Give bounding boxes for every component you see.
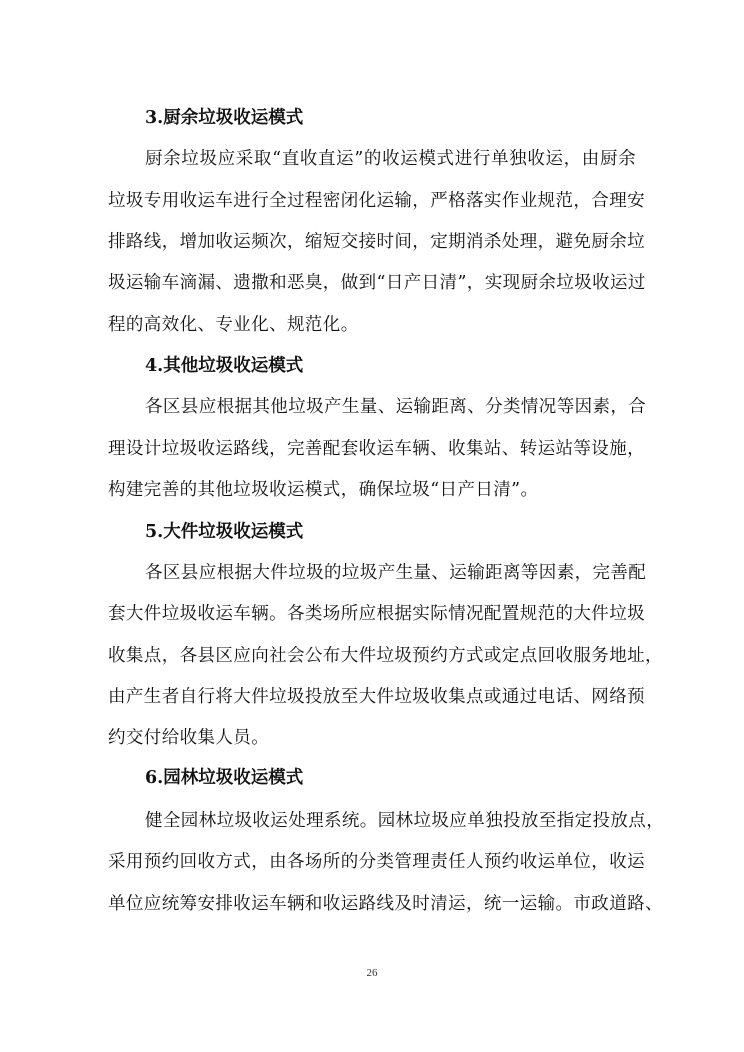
paragraph-line: 采用预约回收方式，由各场所的分类管理责任人预约收运单位，收运 <box>108 852 645 872</box>
paragraph-line: 垃圾专用收运车进行全过程密闭化运输，严格落实作业规范，合理安 <box>108 191 645 211</box>
paragraph-line: 收集点，各县区应向社会公布大件垃圾预约方式或定点回收服务地址， <box>108 646 663 666</box>
paragraph-line: 理设计垃圾收运路线，完善配套收运车辆、收集站、转运站等设施， <box>108 439 645 459</box>
paragraph-line: 厨余垃圾应采取“直收直运”的收运模式进行单独收运，由厨余 <box>145 149 636 169</box>
paragraph-line: 约交付给收集人员。 <box>108 728 270 748</box>
page-number: 26 <box>366 967 378 979</box>
paragraph-line: 构建完善的其他垃圾收运模式，确保垃圾“日产日清”。 <box>108 480 539 500</box>
section-heading-6: 6.园林垃圾收运模式 <box>145 768 304 788</box>
paragraph-line: 各区县应根据其他垃圾产生量、运输距离、分类情况等因素，合 <box>145 397 647 417</box>
paragraph-line: 排路线，增加收运频次，缩短交接时间，定期消杀处理，避免厨余垃 <box>108 232 645 252</box>
section-heading-3: 3.厨余垃圾收运模式 <box>145 108 304 128</box>
paragraph-line: 程的高效化、专业化、规范化。 <box>108 315 359 335</box>
paragraph-line: 套大件垃圾收运车辆。各类场所应根据实际情况配置规范的大件垃圾 <box>108 604 645 624</box>
paragraph-line: 各区县应根据大件垃圾的垃圾产生量、运输距离等因素，完善配 <box>145 563 647 583</box>
paragraph-line: 由产生者自行将大件垃圾投放至大件垃圾收集点或通过电话、网络预 <box>108 687 645 707</box>
paragraph-line: 健全园林垃圾收运处理系统。园林垃圾应单独投放至指定投放点， <box>145 811 665 831</box>
section-heading-4: 4.其他垃圾收运模式 <box>145 356 304 376</box>
paragraph-line: 单位应统筹安排收运车辆和收运路线及时清运，统一运输。市政道路、 <box>108 894 663 914</box>
paragraph-line: 圾运输车滴漏、遗撒和恶臭，做到“日产日清”，实现厨余垃圾收运过 <box>108 273 646 293</box>
section-heading-5: 5.大件垃圾收运模式 <box>145 522 304 542</box>
